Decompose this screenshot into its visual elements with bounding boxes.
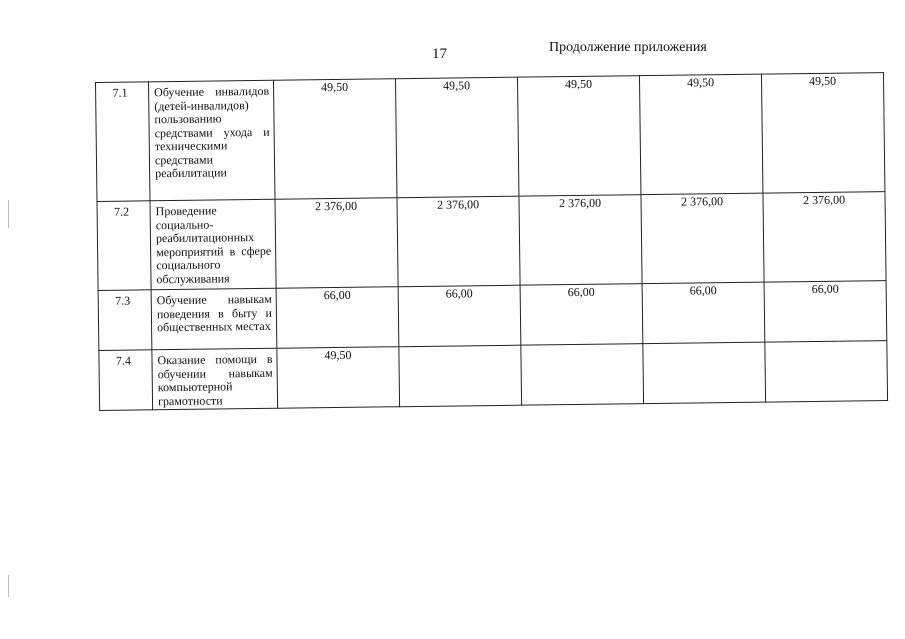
- row-number: 7.2: [97, 201, 151, 291]
- value-cell: 66,00: [398, 285, 521, 347]
- value-cell: 2 376,00: [641, 193, 764, 284]
- service-description: Обучение навыкам поведения в быту и общественных местах: [151, 288, 277, 350]
- continuation-heading: Продолжение приложения: [549, 40, 707, 55]
- tariff-table: [95, 72, 888, 411]
- table-row: [96, 73, 885, 202]
- value-cell: 66,00: [276, 287, 399, 349]
- page-number: 17: [432, 46, 447, 62]
- service-description: Обучение инвалидов (детей-инвалидов) пользованию средствами ухода и техническими средствами реабилитации: [149, 80, 275, 201]
- value-cell: 49,50: [761, 73, 884, 194]
- value-cell: [765, 341, 888, 403]
- value-cell: 49,50: [639, 74, 762, 195]
- value-cell: 49,50: [277, 347, 400, 409]
- table-row: [99, 341, 888, 411]
- row-number: 7.4: [99, 350, 153, 411]
- table-row: [98, 281, 887, 351]
- value-cell: 49,50: [395, 77, 518, 198]
- value-cell: 66,00: [642, 282, 765, 344]
- value-cell: 49,50: [273, 79, 396, 200]
- service-description: Проведение социально-реабилитационных мероприятий в сфере социального обслуживания: [150, 199, 276, 290]
- value-cell: [643, 342, 766, 404]
- value-cell: [521, 344, 644, 406]
- value-cell: 66,00: [520, 284, 643, 346]
- value-cell: 49,50: [517, 76, 640, 197]
- scan-edge-mark: [8, 200, 9, 228]
- table-row: [97, 192, 886, 291]
- value-cell: 2 376,00: [275, 198, 398, 289]
- value-cell: 2 376,00: [397, 196, 520, 287]
- row-number: 7.1: [96, 82, 150, 202]
- value-cell: 66,00: [764, 281, 887, 343]
- service-description: Оказание помощи в обучении навыкам компьютерной грамотности: [152, 348, 278, 410]
- value-cell: 2 376,00: [519, 195, 642, 286]
- value-cell: [399, 345, 522, 407]
- scan-edge-mark: [8, 575, 9, 597]
- row-number: 7.3: [98, 290, 152, 351]
- value-cell: 2 376,00: [763, 192, 886, 283]
